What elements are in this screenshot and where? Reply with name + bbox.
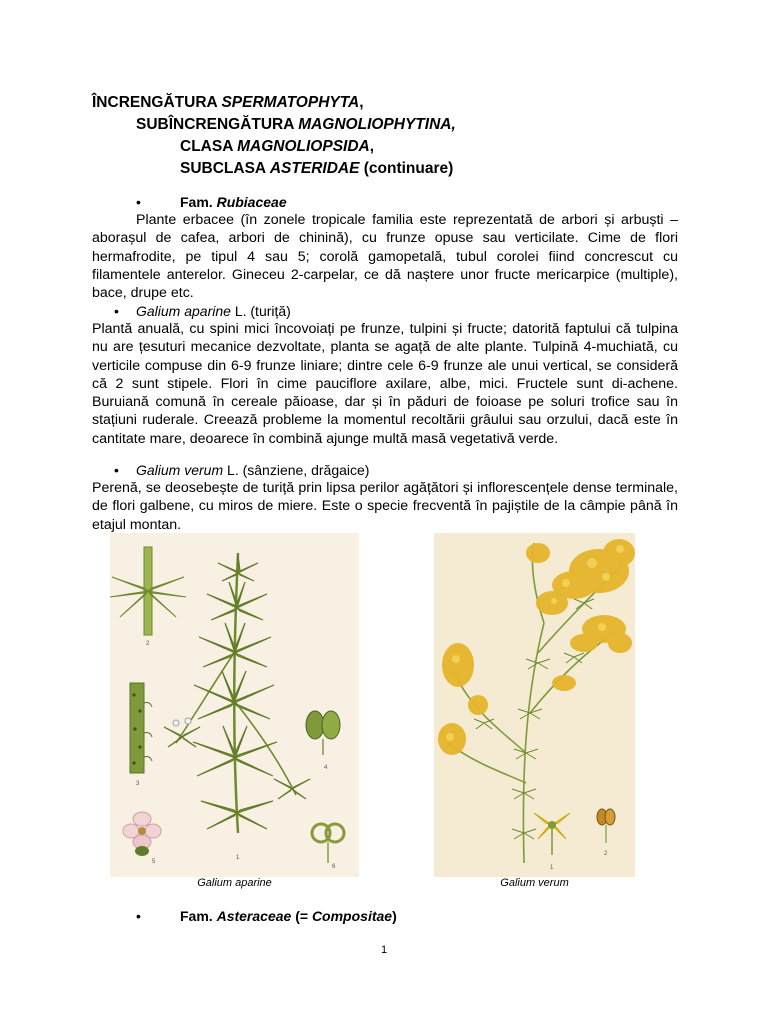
galium-aparine-illustration <box>110 533 359 877</box>
galium-verum-description: Perenă, se deosebește de turiță prin lipsa perilor agățători și inflorescențele dense terminale, de flori galbene, cu miros de miere. Este o specie frecventă în pajiștile de la câmpie până în etajul montan. <box>92 480 678 533</box>
figure-label-5: 5 <box>152 859 156 865</box>
galium-verum-illustration <box>434 533 635 877</box>
figure-label-2: 2 <box>604 851 608 857</box>
galium-aparine-description: Plantă anuală, cu spini mici încovoiați pe frunze, tulpini și fructe; datorită faptului că tulpina nu are țesuturi mecanice dezvoltate, planta se agață de alte plante. Tulpină 4-muchiată, cu verticile compuse din 6-9 frunze liniare; dintre cele 6-9 frunze ale unui vertical, se consideră că 2 sunt stipele. Flori în cime pauciflore axilare, albe, mici. Fructele sunt di-achene. Buruiană comună în cereale păioase, dar și în păduri de foioase pe soluri trofice sau în stațiuni ruderale. Creează probleme la momentul recoltării grâului sau orzului, dacă este în cantitate mare, deoarece în combină ajunge multă masă vegetativă verde. <box>92 321 678 447</box>
figure-caption-galium-aparine: Galium aparine <box>197 877 272 889</box>
figure-label-4: 4 <box>324 765 328 771</box>
figure-label-3: 3 <box>136 781 140 787</box>
header-line-class: CLASA MAGNOLIOPSIDA, <box>180 138 375 155</box>
figure-label-1: 1 <box>550 865 554 871</box>
figure-label-2: 2 <box>146 641 150 647</box>
figure-label-6: 6 <box>332 864 336 870</box>
figure-caption-galium-verum: Galium verum <box>500 877 569 889</box>
rubiaceae-description: Plante erbacee (în zonele tropicale familia este reprezentată de arbori și arbuști – aborașul de cafea, arbori de chinină), cu frunze opuse sau verticilate. Cime de flori hermafrodite, pe tipul 4 sau 5; corolă gamopetală, tubul corolei fiind concrescut cu filamentele anterelor. Gineceu 2-carpelar, ce dă naștere unor fructe mericarpice (multiple), bace, drupe etc. <box>92 212 678 302</box>
document-page: ÎNCRENGĂTURA SPERMATOPHYTA, SUBÎNCRENGĂTURA MAGNOLIOPHYTINA, CLASA MAGNOLIOPSIDA, SUBCLASA ASTERIDAE (continuare) • Fam. Rubiaceae Plante erbacee (în zonele tropicale familia este reprezentată de arbori și arbuști – aborașul de cafea, arbori de chinină), cu frunze opuse sau verticilate. Cime de flori hermafrodite, pe tipul 4 sau 5; corolă gamopetală, tubul corolei fiind concrescut cu filamentele anterelor. Gineceu 2-carpelar, ce dă naștere unor fructe mericarpice (multiple), bace, drupe etc. • Galium aparine L. (turiță) Plantă anuală, cu spini mici încovoiați pe frunze, tulpini și fructe; datorită faptului că tulpina nu are țesuturi mecanice dezvoltate, planta se agață de alte plante. Tulpină 4-muchiată, cu verticile compuse din 6-9 frunze liniare; dintre cele 6-9 frunze ale unui vertical, se consideră că 2 sunt stipele. Flori în cime pauciflore axilare, albe, mici. Fructele sunt di-achene. Buruiană comună în cereale păioase, dar și în păduri de foioase pe soluri trofice sau în stațiuni ruderale. Creează probleme la momentul recoltării grâului sau orzului, dacă este în cantitate mare, deoarece în combină ajunge multă masă vegetativă verde. • Galium verum L. (sânziene, drăgaice) Perenă, se deosebește de turiță prin lipsa perilor agățători și inflorescențele dense terminale, de flori galbene, cu miros de miere. Este o specie frecventă în pajiștile de la câmpie până în etajul montan. 2 3 5 4 6 1 1 2 Galium aparine Galium verum • Fam. Asteraceae (= Compositae) 1 <box>92 94 678 956</box>
header-line-subclass: SUBCLASA ASTERIDAE (continuare) <box>180 160 454 177</box>
header-line-division: ÎNCRENGĂTURA SPERMATOPHYTA, <box>92 94 364 111</box>
header-line-subdivision: SUBÎNCRENGĂTURA MAGNOLIOPHYTINA, <box>136 116 456 133</box>
figure-label-1: 1 <box>236 855 240 861</box>
page-number: 1 <box>380 944 388 956</box>
